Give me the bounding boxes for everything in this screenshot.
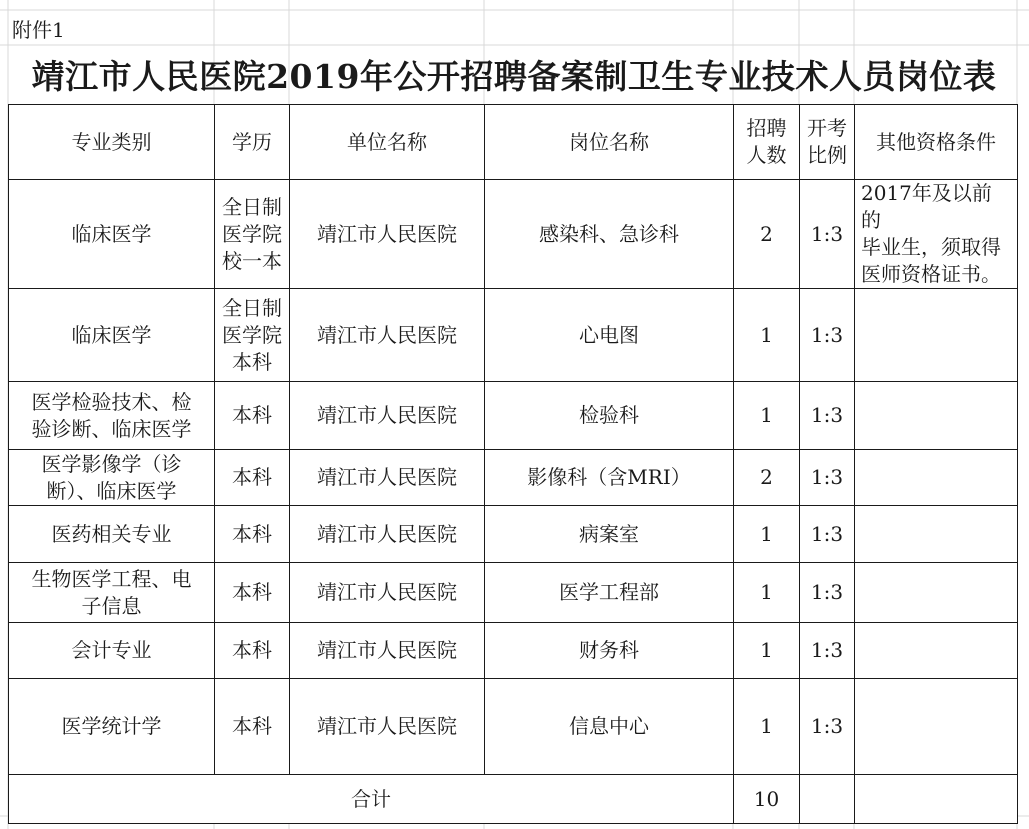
table-row (9, 450, 1018, 506)
header-post: 岗位名称 (485, 105, 734, 180)
cell-major: 会计专业 (9, 623, 215, 679)
cell-ratio: 1:3 (800, 506, 855, 563)
table-row (9, 382, 1018, 450)
cell-unit: 靖江市人民医院 (290, 382, 485, 450)
cell-other (855, 563, 1018, 623)
header-major: 专业类别 (9, 105, 215, 180)
cell-major: 临床医学 (9, 289, 215, 382)
cell-count: 1 (734, 623, 800, 679)
cell-post: 财务科 (485, 623, 734, 679)
cell-education: 全日制 医学院 本科 (215, 289, 290, 382)
cell-post: 信息中心 (485, 679, 734, 775)
cell-count: 1 (734, 506, 800, 563)
cell-education: 本科 (215, 382, 290, 450)
cell-education: 本科 (215, 450, 290, 506)
cell-post: 心电图 (485, 289, 734, 382)
total-label: 合计 (9, 775, 734, 824)
cell-unit: 靖江市人民医院 (290, 623, 485, 679)
cell-other (855, 506, 1018, 563)
table-row (9, 679, 1018, 775)
cell-major: 临床医学 (9, 180, 215, 289)
cell-count: 1 (734, 679, 800, 775)
cell-ratio: 1:3 (800, 382, 855, 450)
cell-education: 本科 (215, 623, 290, 679)
total-count: 10 (734, 775, 800, 824)
cell-other: 2017年及以前的 毕业生，须取得 医师资格证书。 (855, 180, 1018, 289)
cell-ratio: 1:3 (800, 289, 855, 382)
cell-unit: 靖江市人民医院 (290, 450, 485, 506)
cell-major: 医药相关专业 (9, 506, 215, 563)
cell-count: 1 (734, 382, 800, 450)
total-row (9, 775, 1018, 824)
table-row (9, 180, 1018, 289)
cell-education: 本科 (215, 679, 290, 775)
header-count: 招聘 人数 (734, 105, 800, 180)
positions-table (8, 104, 1018, 824)
cell-major: 医学检验技术、检 验诊断、临床医学 (9, 382, 215, 450)
attachment-label: 附件1 (12, 18, 65, 42)
cell-post: 检验科 (485, 382, 734, 450)
header-unit: 单位名称 (290, 105, 485, 180)
cell-ratio: 1:3 (800, 563, 855, 623)
cell-post: 影像科（含MRI） (485, 450, 734, 506)
cell-post: 病案室 (485, 506, 734, 563)
cell-unit: 靖江市人民医院 (290, 679, 485, 775)
cell-other (855, 289, 1018, 382)
cell-major: 生物医学工程、电 子信息 (9, 563, 215, 623)
cell-major: 医学影像学（诊 断）、临床医学 (9, 450, 215, 506)
cell-ratio: 1:3 (800, 623, 855, 679)
cell-other (855, 623, 1018, 679)
cell-count: 2 (734, 450, 800, 506)
table-row (9, 623, 1018, 679)
header-other: 其他资格条件 (855, 105, 1018, 180)
cell-count: 1 (734, 563, 800, 623)
table-header-row (9, 105, 1018, 180)
cell-ratio: 1:3 (800, 450, 855, 506)
cell-other (855, 450, 1018, 506)
header-education: 学历 (215, 105, 290, 180)
cell-other (855, 679, 1018, 775)
page-title: 靖江市人民医院2019年公开招聘备案制卫生专业技术人员岗位表 (31, 57, 997, 96)
cell-unit: 靖江市人民医院 (290, 289, 485, 382)
header-ratio: 开考 比例 (800, 105, 855, 180)
table-row (9, 506, 1018, 563)
cell-unit: 靖江市人民医院 (290, 506, 485, 563)
cell-education: 本科 (215, 506, 290, 563)
cell-unit: 靖江市人民医院 (290, 180, 485, 289)
total-other-empty (855, 775, 1018, 824)
cell-major: 医学统计学 (9, 679, 215, 775)
table-row (9, 289, 1018, 382)
cell-count: 2 (734, 180, 800, 289)
total-ratio-empty (800, 775, 855, 824)
cell-post: 感染科、急诊科 (485, 180, 734, 289)
cell-education: 全日制 医学院 校一本 (215, 180, 290, 289)
cell-other (855, 382, 1018, 450)
cell-unit: 靖江市人民医院 (290, 563, 485, 623)
cell-education: 本科 (215, 563, 290, 623)
cell-post: 医学工程部 (485, 563, 734, 623)
table-row (9, 563, 1018, 623)
cell-ratio: 1:3 (800, 679, 855, 775)
cell-ratio: 1:3 (800, 180, 855, 289)
cell-count: 1 (734, 289, 800, 382)
